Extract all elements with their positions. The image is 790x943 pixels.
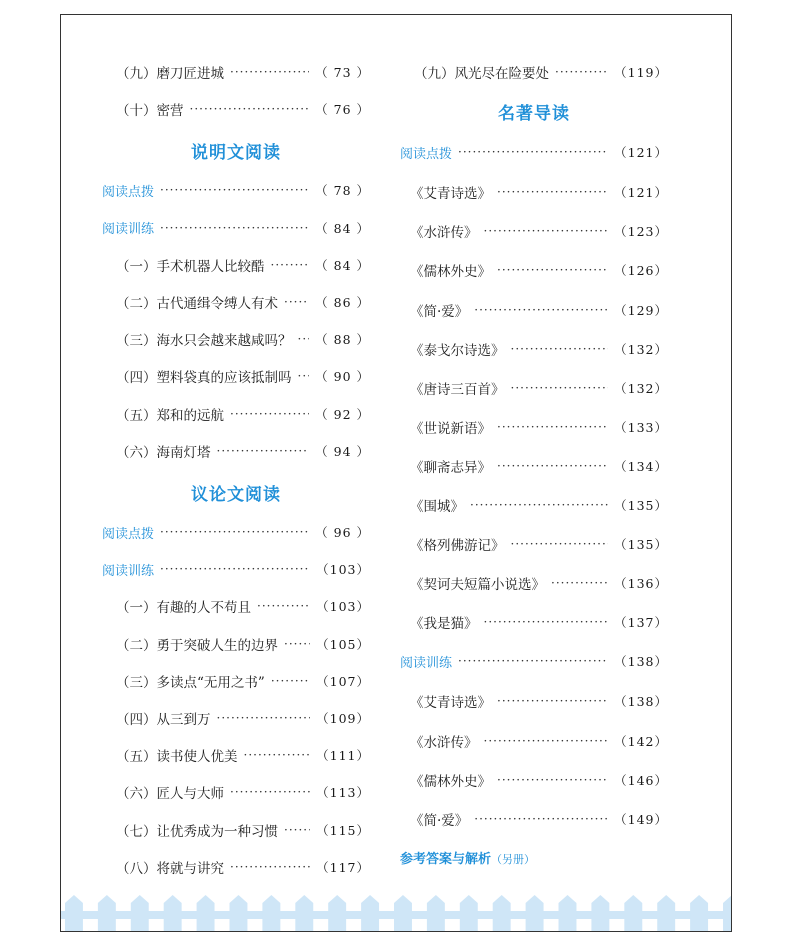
section-title: 说明文阅读 xyxy=(191,143,281,164)
leader-dots xyxy=(298,369,310,383)
page-number: （133） xyxy=(614,419,668,435)
toc-entry[interactable] xyxy=(400,258,668,282)
appendix-note: （另册） xyxy=(491,852,536,866)
entry-title: 《泰戈尔诗选》 xyxy=(410,342,505,359)
entry-title: 阅读训练 xyxy=(102,222,155,238)
entry-title: 《水浒传》 xyxy=(410,734,478,751)
toc-entry[interactable] xyxy=(400,337,668,361)
fence-picket xyxy=(65,895,83,931)
page-number: （ 84 ） xyxy=(315,220,370,236)
leader-dots xyxy=(217,711,311,725)
leader-dots xyxy=(160,221,309,235)
toc-entry[interactable] xyxy=(400,532,668,556)
toc-entry[interactable] xyxy=(400,571,668,595)
entry-title: 《唐诗三百首》 xyxy=(410,381,505,398)
toc-entry[interactable] xyxy=(102,743,370,767)
toc-entry[interactable] xyxy=(400,376,668,400)
entry-title: （四）塑料袋真的应该抵制吗 xyxy=(116,370,292,387)
leader-dots xyxy=(497,420,608,434)
leader-dots xyxy=(230,407,309,421)
leader-dots xyxy=(555,65,608,79)
page-number: （ 94 ） xyxy=(315,443,370,459)
toc-entry[interactable] xyxy=(102,327,370,351)
toc-entry[interactable] xyxy=(400,689,668,713)
page-number: （103） xyxy=(316,599,370,615)
toc-entry[interactable] xyxy=(400,768,668,792)
toc-entry[interactable] xyxy=(400,298,668,322)
entry-title: 《艾青诗选》 xyxy=(410,695,491,712)
leader-dots xyxy=(217,444,310,458)
entry-title: 《艾青诗选》 xyxy=(410,186,491,203)
toc-entry[interactable] xyxy=(400,807,668,831)
toc-category[interactable] xyxy=(400,649,668,673)
leader-dots xyxy=(497,185,608,199)
entry-title: 《围城》 xyxy=(410,499,464,515)
entry-title: 《简·爱》 xyxy=(410,812,469,829)
toc-entry[interactable] xyxy=(400,610,668,634)
leader-dots xyxy=(470,498,608,512)
appendix-label: 参考答案与解析 xyxy=(400,851,492,867)
toc-entry[interactable] xyxy=(102,706,370,730)
page-number: （105） xyxy=(316,636,370,652)
toc-entry[interactable] xyxy=(400,60,668,84)
page-number: （142） xyxy=(614,733,668,749)
page-number: （146） xyxy=(614,772,668,788)
section-title: 议论文阅读 xyxy=(191,485,281,505)
page-number: （121） xyxy=(614,185,668,201)
fence-picket xyxy=(131,895,149,931)
fence-picket xyxy=(229,895,247,931)
entry-title: （二）古代通缉令缚人有术 xyxy=(116,296,278,312)
leader-dots xyxy=(497,459,608,473)
toc-category[interactable] xyxy=(102,178,370,202)
page-number: （ 76 ） xyxy=(315,102,370,118)
leader-dots xyxy=(160,562,310,576)
page-number: （149） xyxy=(614,811,668,827)
entry-title: 阅读训练 xyxy=(102,563,155,579)
page-number: （138） xyxy=(614,694,668,710)
entry-title: （三）多读点“无用之书” xyxy=(116,674,265,691)
toc-entry[interactable] xyxy=(102,632,370,656)
page xyxy=(60,14,732,932)
entry-title: （九）风光尽在险要处 xyxy=(414,66,549,82)
leader-dots xyxy=(271,258,310,272)
toc-entry[interactable] xyxy=(400,729,668,753)
leader-dots xyxy=(257,599,310,613)
entry-title: （一）有趣的人不苟且 xyxy=(116,600,251,617)
page-number: （129） xyxy=(614,302,668,318)
leader-dots xyxy=(284,637,310,651)
toc-entry[interactable] xyxy=(102,97,370,121)
fence-picket xyxy=(690,895,708,931)
leader-dots xyxy=(474,303,608,317)
entry-title: 《简·爱》 xyxy=(410,303,469,320)
entry-title: 《契诃夫短篇小说选》 xyxy=(410,577,545,594)
entry-title: 《世说新语》 xyxy=(410,420,491,437)
entry-title: （三）海水只会越来越咸吗？ xyxy=(116,333,292,350)
fence-picket xyxy=(624,895,642,931)
page-number: （ 84 ） xyxy=(315,257,370,273)
page-number: （117） xyxy=(316,859,370,875)
fence-picket xyxy=(98,895,116,931)
answers-appendix[interactable] xyxy=(400,848,535,867)
page-number: （137） xyxy=(614,615,668,631)
entry-title: 《格列佛游记》 xyxy=(410,538,505,555)
decorative-fence xyxy=(61,895,731,931)
page-number: （109） xyxy=(316,711,370,726)
entry-title: 《水浒传》 xyxy=(410,225,478,242)
entry-title: （六）匠人与大师 xyxy=(116,786,224,803)
fence-picket xyxy=(559,895,577,931)
section-title: 名著导读 xyxy=(498,104,570,125)
entry-title: 阅读点拨 xyxy=(102,526,155,542)
toc-entry[interactable] xyxy=(400,493,668,517)
toc-category[interactable] xyxy=(102,557,370,581)
leader-dots xyxy=(474,812,608,826)
fence-picket xyxy=(328,895,346,931)
page-number: （138） xyxy=(614,654,668,670)
page-number: （103） xyxy=(316,562,370,578)
entry-title: （四）从三到万 xyxy=(116,712,211,728)
leader-dots xyxy=(497,694,608,708)
entry-title: 《聊斋志异》 xyxy=(410,459,491,476)
leader-dots xyxy=(244,748,311,762)
toc-category[interactable] xyxy=(400,140,668,164)
entry-title: （二）勇于突破人生的边界 xyxy=(116,637,278,654)
leader-dots xyxy=(284,823,310,837)
fence-picket xyxy=(295,895,313,931)
page-number: （113） xyxy=(316,785,370,801)
leader-dots xyxy=(497,263,608,277)
leader-dots xyxy=(511,381,609,395)
fence-picket xyxy=(460,895,478,931)
entry-title: （五）郑和的远航 xyxy=(116,407,224,424)
fence-picket xyxy=(427,895,445,931)
entry-title: 《我是猫》 xyxy=(410,616,478,633)
page-number: （111） xyxy=(316,748,370,764)
leader-dots xyxy=(230,65,309,79)
entry-title: （五）读书使人优美 xyxy=(116,749,238,766)
page-number: （121） xyxy=(614,145,668,161)
page-number: （135） xyxy=(614,537,668,553)
page-number: （ 96 ） xyxy=(315,525,370,540)
page-number: （107） xyxy=(316,673,370,689)
entry-title: （七）让优秀成为一种习惯 xyxy=(116,823,278,840)
page-number: （ 88 ） xyxy=(315,332,370,348)
toc-entry[interactable] xyxy=(102,439,370,463)
entry-title: 《儒林外史》 xyxy=(410,773,491,790)
toc-entry[interactable] xyxy=(102,855,370,879)
toc-entry[interactable] xyxy=(400,180,668,204)
page-number: （ 92 ） xyxy=(315,406,370,422)
leader-dots xyxy=(484,615,609,629)
page-number: （132） xyxy=(614,341,668,357)
toc-entry[interactable] xyxy=(102,60,370,84)
toc-entry[interactable] xyxy=(102,669,370,693)
toc-entry[interactable] xyxy=(102,594,370,618)
leader-dots xyxy=(511,342,609,356)
fence-picket xyxy=(394,895,412,931)
leader-dots xyxy=(160,183,309,197)
leader-dots xyxy=(160,525,309,539)
leader-dots xyxy=(551,576,608,590)
entry-title: 阅读点拨 xyxy=(102,184,155,200)
toc-entry[interactable] xyxy=(102,364,370,388)
fence-picket xyxy=(361,895,379,931)
fence-picket xyxy=(493,895,511,931)
leader-dots xyxy=(458,145,608,159)
page-number: （ 73 ） xyxy=(315,65,370,80)
entry-title: （九）磨刀匠进城 xyxy=(116,66,224,82)
page-number: （ 90 ） xyxy=(315,369,370,385)
leader-dots xyxy=(298,332,310,346)
toc-entry[interactable] xyxy=(400,415,668,439)
entry-title: 阅读训练 xyxy=(400,655,453,671)
page-number: （123） xyxy=(614,224,668,240)
fence-picket xyxy=(657,895,675,931)
fence-picket xyxy=(591,895,609,931)
page-number: （126） xyxy=(614,263,668,279)
leader-dots xyxy=(230,860,310,874)
fence-picket xyxy=(164,895,182,931)
fence-picket xyxy=(262,895,280,931)
page-number: （115） xyxy=(316,822,370,838)
leader-dots xyxy=(284,295,309,309)
toc-entry[interactable] xyxy=(400,219,668,243)
entry-title: （十）密营 xyxy=(116,103,184,120)
fence-picket xyxy=(526,895,544,931)
toc-entry[interactable] xyxy=(102,780,370,804)
leader-dots xyxy=(271,674,310,688)
page-number: （119） xyxy=(614,65,668,80)
entry-title: 阅读点拨 xyxy=(400,146,453,162)
page-number: （136） xyxy=(614,576,668,592)
fence-picket xyxy=(723,895,731,931)
page-number: （134） xyxy=(614,458,668,474)
toc-entry[interactable] xyxy=(102,290,370,314)
fence-picket xyxy=(197,895,215,931)
entry-title: （一）手术机器人比较酷 xyxy=(116,258,265,275)
toc-entry[interactable] xyxy=(102,402,370,426)
toc-entry[interactable] xyxy=(400,454,668,478)
entry-title: （六）海南灯塔 xyxy=(116,444,211,461)
leader-dots xyxy=(484,734,609,748)
leader-dots xyxy=(190,102,310,116)
toc-category[interactable] xyxy=(102,216,370,240)
leader-dots xyxy=(511,537,609,551)
entry-title: 《儒林外史》 xyxy=(410,264,491,281)
entry-title: （八）将就与讲究 xyxy=(116,860,224,877)
toc-category[interactable] xyxy=(102,520,370,544)
page-number: （132） xyxy=(614,380,668,396)
leader-dots xyxy=(458,654,608,668)
page-number: （135） xyxy=(614,498,668,513)
leader-dots xyxy=(230,785,310,799)
page-number: （ 86 ） xyxy=(315,295,370,310)
toc-entry[interactable] xyxy=(102,818,370,842)
leader-dots xyxy=(484,224,609,238)
toc-entry[interactable] xyxy=(102,253,370,277)
leader-dots xyxy=(497,773,608,787)
page-number: （ 78 ） xyxy=(315,183,370,199)
